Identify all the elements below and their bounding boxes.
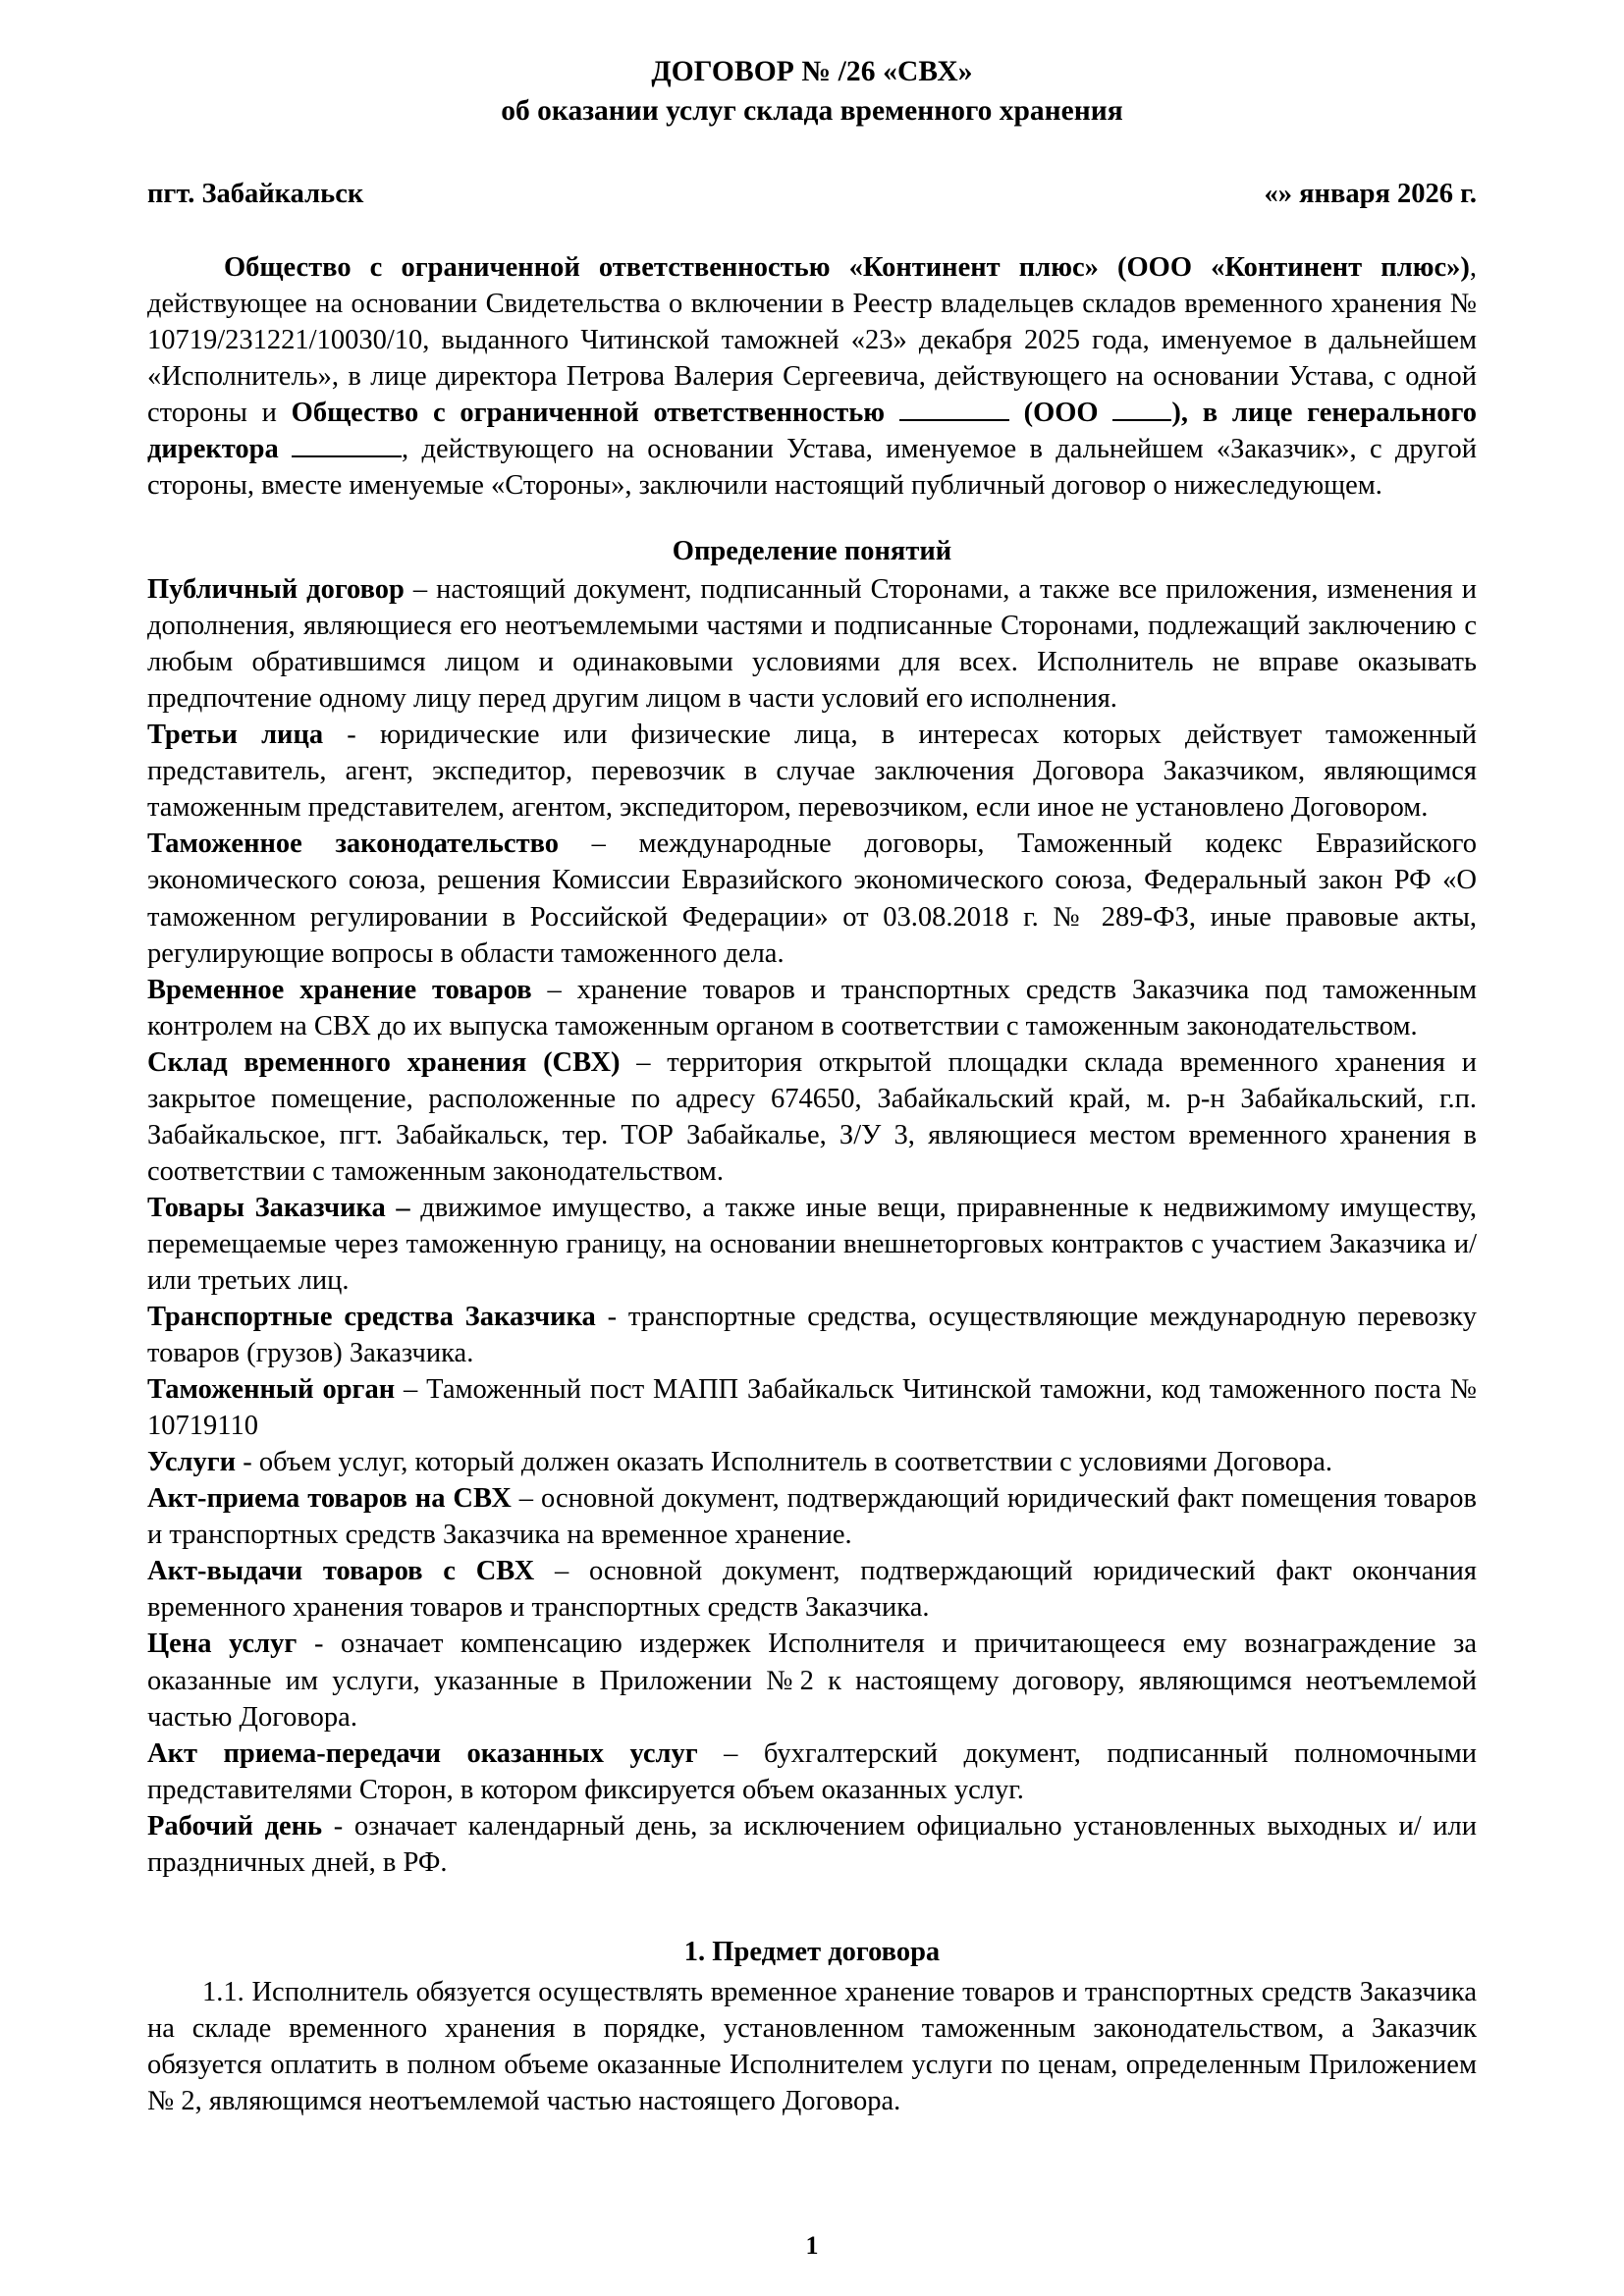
definitions-list — [147, 571, 1477, 1881]
definition-text: – территория открытой площадки склада временного хранения и закрытое помещение, расположенные по адресу 674650, Забайкальский край, м. р-н Забайкальский, г.п. Забайкальское, пгт. Забайкальск, тер. ТОР Забайкалье, З/У 3, являющиеся местом временного хранения в соответствии с таможенным законодательством. — [147, 1046, 1477, 1187]
definition-text: движимое имущество, а также иные вещи, приравненные к недвижимому имуществу, перемещаемые через таможенную границу, на основании внешнеторговых контрактов с участием Заказчика и/или третьих лиц. — [147, 1192, 1477, 1296]
document-title-line-1: ДОГОВОР № /26 «СВХ» — [651, 56, 973, 87]
preamble-director-label: ), в лице генерального директора — [147, 397, 1477, 464]
definition-text: – хранение товаров и транспортных средств Заказчика под таможенным контролем на СВХ до их выпуска таможенным органом в соответствии с таможенным законодательством. — [147, 974, 1477, 1041]
definition-item — [147, 1190, 1477, 1299]
preamble-executor-name: Общество с ограниченной ответственностью «Континент плюс» (ООО «Континент плюс») — [224, 251, 1470, 283]
definition-text: – Таможенный пост МАПП Забайкальск Читинской таможни, код таможенного поста № 10719110 — [147, 1374, 1478, 1442]
definition-text: - транспортные средства, осуществляющие международную перевозку товаров (грузов) Заказчика. — [147, 1302, 1477, 1369]
definition-term: Таможенный орган — [147, 1374, 396, 1406]
blank-line-company — [899, 419, 1009, 421]
definition-item — [147, 1299, 1477, 1371]
definition-text: - объем услуг, который должен оказать Исполнитель в соответствии с условиями Договора. — [236, 1447, 1333, 1478]
definition-text: - юридические или физические лица, в интересах которых действует таможенный представитель, агент, экспедитор, перевозчик в случае заключения Договора Заказчиком, являющимся таможенным представителем, агентом, экспедитором, перевозчиком, если иное не установлено Договором. — [147, 720, 1477, 824]
definition-text: – основной документ, подтверждающий юридический факт помещения товаров и транспортных средств Заказчика на временное хранение. — [147, 1483, 1477, 1551]
preamble-paragraph — [147, 249, 1477, 504]
definition-item — [147, 1480, 1477, 1553]
preamble-text-middle: , действующее на основании Свидетельства о включении в Реестр владельцев складов временного хранения № 10719/231221/10030/10, выданного Читинской таможней «23» декабря 2025 года, именуемое в дальнейшем «Исполнитель», в лице директора Петрова Валерия Сергеевича, действующего на основании Устава, с одной стороны и — [147, 251, 1477, 428]
preamble-customer-name: Общество с ограниченной ответственностью — [291, 397, 886, 428]
definition-item — [147, 972, 1477, 1044]
definition-term: Цена услуг — [147, 1629, 298, 1660]
document-title-line-2: об оказании услуг склада временного хранения — [501, 95, 1123, 128]
definition-text: – международные договоры, Таможенный кодекс Евразийского экономического союза, решения Комиссии Евразийского экономического союза, Федеральный закон РФ «О таможенном регулировании в Российской Федерации» от 03.08.2018 г. № 289-ФЗ, иные правовые акты, регулирующие вопросы в области таможенного дела. — [147, 828, 1477, 969]
document-body — [147, 53, 1477, 2119]
definition-item — [147, 1735, 1477, 1808]
definition-term: Таможенное законодательство — [147, 828, 560, 860]
definition-text: – основной документ, подтверждающий юридический факт окончания временного хранения товаров и транспортных средств Заказчика. — [147, 1556, 1478, 1624]
definition-text: – бухгалтерский документ, подписанный полномочными представителями Сторон, в котором фиксируется объем оказанных услуг. — [147, 1737, 1477, 1805]
definition-term: Склад временного хранения (СВХ) — [147, 1046, 621, 1078]
definition-item — [147, 1808, 1477, 1881]
preamble-blank-1 — [885, 398, 1024, 428]
preamble-ooo-label: (ООО — [1023, 397, 1099, 428]
definition-text: – настоящий документ, подписанный Сторонами, а также все приложения, изменения и дополнения, являющиеся его неотъемлемыми частями и подписанные Сторонами, подлежащий заключению с любым обратившимся лицом и одинаковыми условиями для всех. Исполнитель не вправе оказывать предпочтение одному лицу перед другим лицом в части условий его исполнения. — [147, 574, 1477, 715]
definition-item — [147, 1553, 1477, 1626]
definition-term: Рабочий день — [147, 1810, 323, 1842]
definition-text: - означает календарный день, за исключением официально установленных выходных и/ или праздничных дней, в РФ. — [147, 1810, 1477, 1878]
definitions-heading: Определение понятий — [672, 536, 952, 567]
signing-date: «» января 2026 г. — [1264, 178, 1477, 209]
definition-item — [147, 826, 1477, 971]
definition-term: Третьи лица — [147, 720, 324, 751]
preamble-text-tail: , действующего на основании Устава, именуемое в дальнейшем «Заказчик», с другой стороны, вместе именуемые «Стороны», заключили настоящий публичный договор о нижеследующем. — [147, 433, 1477, 502]
definition-term: Акт приема-передачи оказанных услуг — [147, 1737, 698, 1769]
definition-term: Транспортные средства Заказчика — [147, 1302, 596, 1333]
document-title-block — [147, 53, 1477, 131]
definition-term: Публичный договор — [147, 574, 405, 606]
definition-item — [147, 1444, 1477, 1480]
blank-line-director — [292, 455, 402, 457]
definition-item — [147, 1044, 1477, 1190]
clause-1-1: 1.1. Исполнитель обязуется осуществлять временное хранение товаров и транспортных средств Заказчика на складе временного хранения в порядке, установленном таможенным законодательством, а Заказчик обязуется оплатить в полном объеме оказанные Исполнителем услуги по ценам, определенным Приложением № 2, являющимся неотъемлемой частью настоящего Договора. — [147, 1976, 1477, 2116]
definition-item — [147, 717, 1477, 826]
definition-term: Товары Заказчика – — [147, 1192, 410, 1223]
definition-item — [147, 1371, 1477, 1444]
preamble-blank-2 — [1099, 398, 1172, 428]
definition-term: Временное хранение товаров — [147, 974, 532, 1005]
blank-line-ooo-short — [1112, 419, 1171, 421]
definition-term: Акт-приема товаров на СВХ — [147, 1483, 512, 1515]
section-1-heading: 1. Предмет договора — [683, 1936, 941, 1967]
definition-item — [147, 571, 1477, 717]
place-and-date-row — [147, 176, 1477, 212]
definition-term: Акт-выдачи товаров с СВХ — [147, 1556, 535, 1587]
signing-place: пгт. Забайкальск — [147, 178, 364, 209]
definition-item — [147, 1626, 1477, 1735]
preamble-blank-3 — [279, 434, 402, 464]
definition-term: Услуги — [147, 1447, 237, 1478]
definition-text: - означает компенсацию издержек Исполнителя и причитающееся ему вознаграждение за оказанные им услуги, указанные в Приложении №2 к настоящему договору, являющимся неотъемлемой частью Договора. — [147, 1629, 1477, 1733]
page-number: 1 — [805, 2231, 819, 2260]
